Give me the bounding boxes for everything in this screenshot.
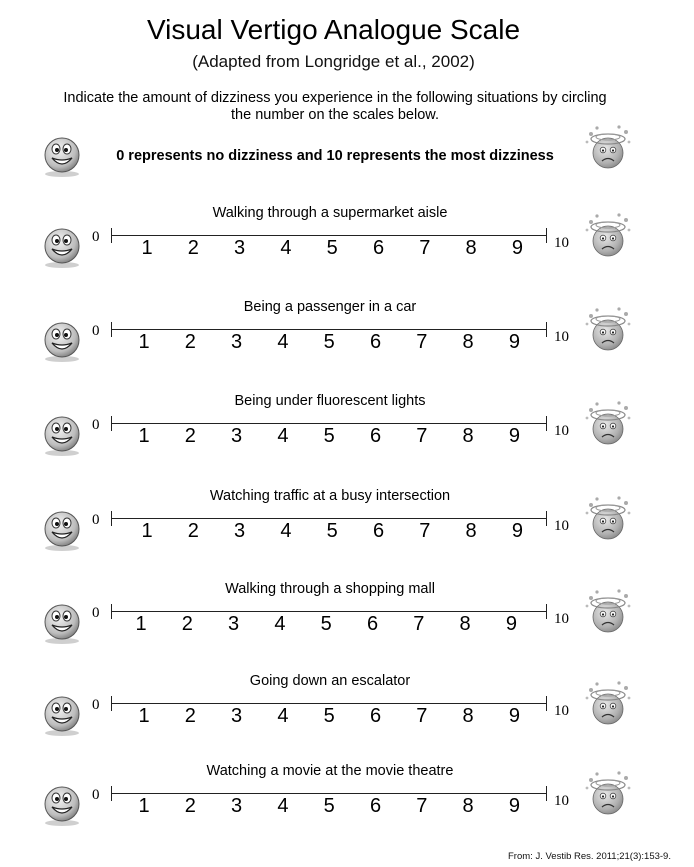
scale-max-label: 10 [554,611,569,627]
scale-max-label: 10 [554,423,569,439]
scale-min-label: 0 [92,417,100,433]
scale-legend: 0 represents no dizziness and 10 represents the most dizziness [116,148,554,164]
scale-number-3[interactable]: 3 [231,795,243,817]
scale-number-4[interactable]: 4 [277,331,289,353]
scale-item-label: Going down an escalator [249,673,411,689]
scale-line [111,518,547,519]
happy-face-icon [40,134,84,178]
scale-number-2[interactable]: 2 [187,520,199,542]
scale-number-1[interactable]: 1 [138,795,150,817]
scale-end-tick [546,322,547,337]
scale-number-4[interactable]: 4 [277,425,289,447]
scale-number-6[interactable]: 6 [372,520,385,542]
scale-number-9[interactable]: 9 [508,795,520,817]
scale-number-3[interactable]: 3 [234,237,246,259]
scale-number-2[interactable]: 2 [184,705,196,727]
scale-number-2[interactable]: 2 [184,331,196,353]
scale-number-4[interactable]: 4 [280,520,292,542]
dizzy-face-icon [579,586,637,644]
scale-number-5[interactable]: 5 [326,237,338,259]
scale-number-7[interactable]: 7 [416,331,428,353]
scale-line [111,703,547,704]
scale-number-6[interactable]: 6 [372,237,385,259]
scale-number-6[interactable]: 6 [369,331,382,353]
scale-number-8[interactable]: 8 [465,237,477,259]
scale-item [0,673,694,743]
happy-face-icon [40,319,84,363]
happy-face-icon [40,413,84,457]
scale-number-2[interactable]: 2 [187,237,199,259]
scale-max-label: 10 [554,329,569,345]
scale-number-8[interactable]: 8 [462,795,474,817]
scale-number-1[interactable]: 1 [138,425,150,447]
scale-number-5[interactable]: 5 [323,705,335,727]
scale-end-tick [546,786,547,801]
scale-number-1[interactable]: 1 [141,237,153,259]
scale-item [0,205,694,275]
scale-number-8[interactable]: 8 [462,331,474,353]
scale-number-2[interactable]: 2 [181,613,193,635]
scale-item [0,763,694,833]
scale-number-1[interactable]: 1 [138,331,150,353]
citation-footer: From: J. Vestib Res. 2011;21(3):153-9. [508,851,671,862]
dizzy-face-icon [579,122,637,180]
scale-number-5[interactable]: 5 [323,795,335,817]
dizzy-face-icon [579,210,637,268]
scale-number-7[interactable]: 7 [416,795,428,817]
scale-number-3[interactable]: 3 [231,705,243,727]
scale-max-label: 10 [554,518,569,534]
scale-number-8[interactable]: 8 [465,520,477,542]
scale-number-9[interactable]: 9 [508,705,520,727]
scale-number-6[interactable]: 6 [369,795,382,817]
scale-end-tick [546,511,547,526]
scale-line [111,235,547,236]
scale-number-8[interactable]: 8 [462,425,474,447]
scale-min-label: 0 [92,697,100,713]
scale-number-9[interactable]: 9 [508,331,520,353]
scale-number-1[interactable]: 1 [135,613,147,635]
scale-item-label: Watching traffic at a busy intersection [209,488,451,504]
scale-item [0,488,694,558]
scale-min-label: 0 [92,512,100,528]
scale-number-2[interactable]: 2 [184,425,196,447]
scale-line [111,423,547,424]
dizzy-face-icon [579,493,637,551]
instructions: Indicate the amount of dizziness you experience in the following situations by circling the number on the scales below. [63,90,607,123]
dizzy-face-icon [579,768,637,826]
scale-number-1[interactable]: 1 [141,520,153,542]
scale-number-7[interactable]: 7 [413,613,425,635]
scale-item [0,299,694,369]
scale-end-tick [546,604,547,619]
scale-number-3[interactable]: 3 [234,520,246,542]
scale-number-9[interactable]: 9 [511,237,523,259]
happy-face-icon [40,508,84,552]
scale-item [0,581,694,651]
scale-min-label: 0 [92,787,100,803]
scale-max-label: 10 [554,793,569,809]
scale-number-1[interactable]: 1 [138,705,150,727]
dizzy-face-icon [579,678,637,736]
scale-item-label: Walking through a shopping mall [225,581,435,597]
happy-face-icon [40,783,84,827]
scale-number-6[interactable]: 6 [369,425,382,447]
scale-line [111,329,547,330]
scale-number-6[interactable]: 6 [366,613,379,635]
scale-max-label: 10 [554,703,569,719]
happy-face-icon [40,693,84,737]
scale-number-3[interactable]: 3 [228,613,240,635]
happy-face-icon [40,225,84,269]
scale-number-7[interactable]: 7 [416,425,428,447]
scale-number-4[interactable]: 4 [280,237,292,259]
scale-end-tick [546,228,547,243]
scale-number-9[interactable]: 9 [508,425,520,447]
page-title: Visual Vertigo Analogue Scale [146,14,521,45]
scale-item-label: Being under fluorescent lights [234,393,426,409]
scale-number-9[interactable]: 9 [511,520,523,542]
scale-min-label: 0 [92,229,100,245]
scale-number-5[interactable]: 5 [326,520,338,542]
scale-number-7[interactable]: 7 [419,237,431,259]
scale-number-8[interactable]: 8 [459,613,471,635]
scale-min-label: 0 [92,323,100,339]
scale-number-6[interactable]: 6 [369,705,382,727]
scale-number-4[interactable]: 4 [274,613,286,635]
scale-number-5[interactable]: 5 [323,331,335,353]
scale-number-9[interactable]: 9 [505,613,517,635]
page-subtitle: (Adapted from Longridge et al., 2002) [192,52,475,71]
scale-number-7[interactable]: 7 [419,520,431,542]
dizzy-face-icon [579,304,637,362]
scale-end-tick [546,696,547,711]
scale-number-3[interactable]: 3 [231,425,243,447]
scale-number-4[interactable]: 4 [277,795,289,817]
scale-max-label: 10 [554,235,569,251]
scale-number-2[interactable]: 2 [184,795,196,817]
happy-face-icon [40,601,84,645]
scale-line [111,611,547,612]
scale-end-tick [546,416,547,431]
scale-number-5[interactable]: 5 [320,613,332,635]
dizzy-face-icon [579,398,637,456]
scale-item-label: Watching a movie at the movie theatre [206,763,454,779]
scale-number-4[interactable]: 4 [277,705,289,727]
scale-item [0,393,694,463]
scale-item-label: Being a passenger in a car [243,299,417,315]
scale-line [111,793,547,794]
scale-number-8[interactable]: 8 [462,705,474,727]
scale-number-3[interactable]: 3 [231,331,243,353]
scale-number-5[interactable]: 5 [323,425,335,447]
scale-item-label: Walking through a supermarket aisle [212,205,448,221]
scale-number-7[interactable]: 7 [416,705,428,727]
scale-min-label: 0 [92,605,100,621]
